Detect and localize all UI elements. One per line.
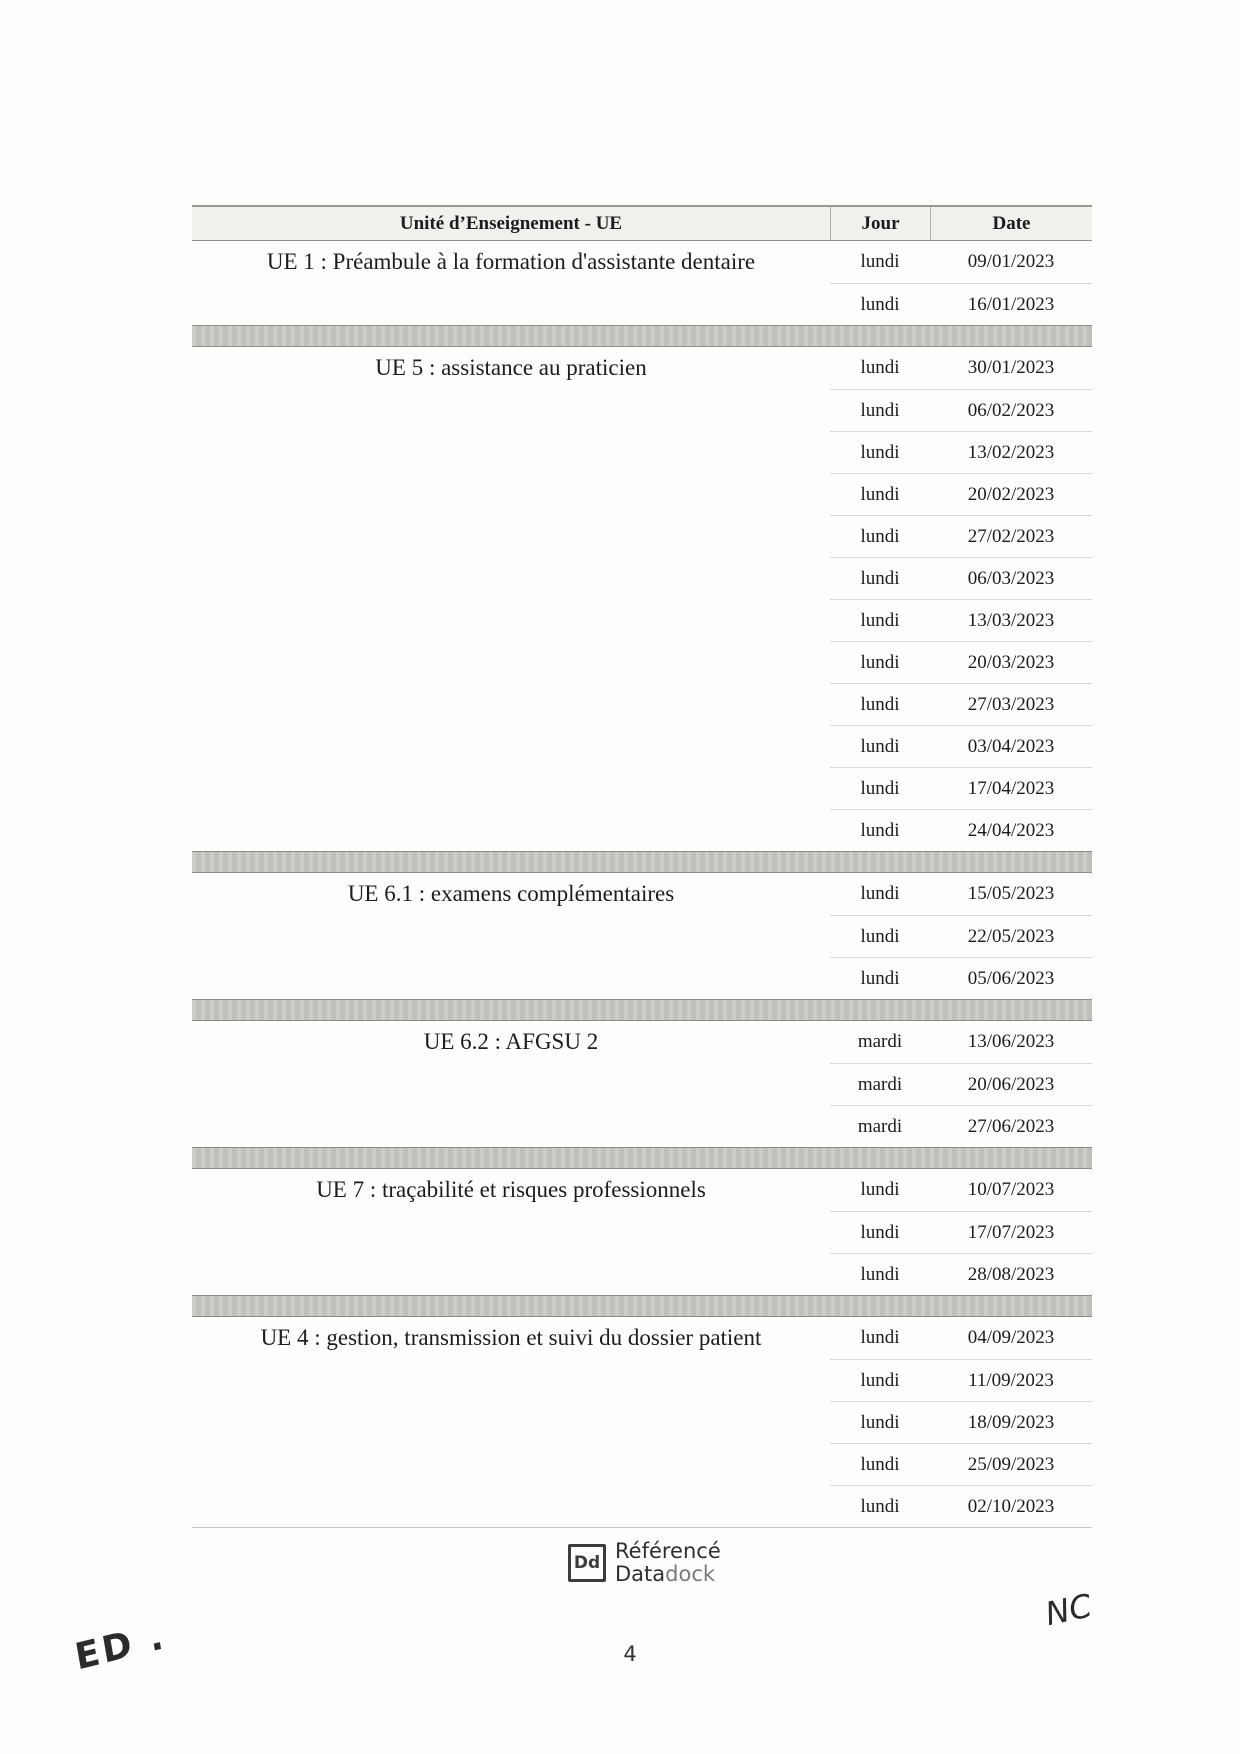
table-row	[830, 1063, 1092, 1105]
date-cell: 18/09/2023	[967, 1411, 1055, 1433]
ue-title: UE 1 : Préambule à la formation d'assistante dentaire	[266, 249, 756, 274]
section-separator	[192, 1147, 1092, 1169]
page-number: 4	[623, 1642, 637, 1666]
table-row	[830, 1401, 1092, 1443]
section-body	[192, 873, 1092, 999]
date-cell: 15/05/2023	[967, 883, 1055, 904]
table-row	[830, 1317, 1092, 1359]
section-body	[192, 1317, 1092, 1527]
date-cell: 04/09/2023	[967, 1327, 1055, 1348]
datadock-badge	[568, 1540, 721, 1586]
ue-section	[192, 325, 1092, 851]
table-row	[830, 347, 1092, 389]
schedule-table	[192, 205, 1092, 1528]
day-cell: lundi	[860, 441, 900, 463]
date-cell: 20/06/2023	[967, 1073, 1055, 1095]
section-rows	[830, 347, 1092, 851]
date-cell: 10/07/2023	[967, 1179, 1055, 1200]
day-cell: lundi	[860, 1495, 900, 1517]
ue-cell	[192, 347, 830, 851]
section-rows	[830, 1021, 1092, 1147]
day-cell: mardi	[857, 1073, 903, 1095]
day-cell: mardi	[857, 1031, 903, 1052]
section-separator	[192, 1295, 1092, 1317]
date-cell: 11/09/2023	[968, 1369, 1054, 1391]
day-cell: lundi	[860, 399, 900, 421]
day-cell: lundi	[860, 483, 900, 505]
ue-cell	[192, 1169, 830, 1295]
ue-cell	[192, 873, 830, 999]
section-rows	[830, 873, 1092, 999]
date-cell: 28/08/2023	[967, 1263, 1055, 1285]
date-cell: 24/04/2023	[967, 819, 1055, 841]
table-row	[830, 557, 1092, 599]
day-cell: lundi	[860, 651, 900, 673]
table-row	[830, 809, 1092, 851]
section-body	[192, 347, 1092, 851]
table-row	[830, 683, 1092, 725]
table-row	[830, 915, 1092, 957]
day-cell: lundi	[860, 1369, 900, 1391]
table-row	[830, 957, 1092, 999]
date-cell: 05/06/2023	[967, 967, 1055, 989]
ue-title: UE 4 : gestion, transmission et suivi du dossier patient	[260, 1325, 762, 1350]
day-cell: lundi	[860, 609, 900, 631]
section-rows	[830, 1317, 1092, 1527]
table-row	[830, 873, 1092, 915]
table-row	[830, 641, 1092, 683]
table-row	[830, 515, 1092, 557]
table-row	[830, 1021, 1092, 1063]
date-cell: 06/02/2023	[967, 399, 1055, 421]
table-row	[830, 599, 1092, 641]
table-row	[830, 1105, 1092, 1147]
section-body	[192, 1021, 1092, 1147]
ue-section	[192, 1295, 1092, 1527]
date-cell: 27/02/2023	[967, 525, 1055, 547]
date-cell: 02/10/2023	[967, 1495, 1055, 1517]
day-cell: lundi	[860, 819, 900, 841]
date-cell: 27/06/2023	[967, 1115, 1055, 1137]
date-cell: 22/05/2023	[967, 925, 1055, 947]
column-header-ue: Unité d’Enseignement - UE	[399, 212, 623, 234]
badge-line2-dark: Data	[615, 1562, 666, 1586]
date-cell: 16/01/2023	[967, 293, 1055, 315]
table-row	[830, 241, 1092, 283]
ue-section	[192, 1147, 1092, 1295]
day-cell: lundi	[860, 1453, 900, 1475]
table-row	[830, 725, 1092, 767]
section-rows	[830, 241, 1092, 325]
ue-section	[192, 851, 1092, 999]
table-row	[830, 767, 1092, 809]
section-body	[192, 1169, 1092, 1295]
day-cell: mardi	[857, 1115, 903, 1137]
badge-line2	[615, 1563, 721, 1586]
section-rows	[830, 1169, 1092, 1295]
day-cell: lundi	[860, 967, 900, 989]
day-cell: lundi	[860, 1327, 900, 1348]
date-cell: 03/04/2023	[967, 735, 1055, 757]
ue-title: UE 6.1 : examens complémentaires	[347, 881, 675, 906]
ue-title: UE 5 : assistance au praticien	[375, 355, 647, 380]
day-cell: lundi	[860, 251, 900, 272]
table-row	[830, 1359, 1092, 1401]
date-cell: 17/07/2023	[967, 1221, 1055, 1243]
day-cell: lundi	[860, 777, 900, 799]
ue-section	[192, 999, 1092, 1147]
table-row	[830, 1169, 1092, 1211]
date-cell: 13/03/2023	[967, 609, 1055, 631]
table-row	[830, 389, 1092, 431]
day-cell: lundi	[860, 525, 900, 547]
date-cell: 13/02/2023	[967, 441, 1055, 463]
table-body	[192, 241, 1092, 1528]
datadock-logo-initials: Dd	[573, 1553, 601, 1573]
section-separator	[192, 325, 1092, 347]
day-cell: lundi	[860, 693, 900, 715]
ue-section	[192, 241, 1092, 325]
date-cell: 06/03/2023	[967, 567, 1055, 589]
table-row	[830, 283, 1092, 325]
handwritten-initials-nc: NC	[1042, 1586, 1096, 1634]
date-cell: 20/02/2023	[967, 483, 1055, 505]
table-row	[830, 1253, 1092, 1295]
badge-line2-light: dock	[665, 1562, 716, 1586]
section-separator	[192, 851, 1092, 873]
day-cell: lundi	[860, 735, 900, 757]
table-row	[830, 1443, 1092, 1485]
ue-title: UE 6.2 : AFGSU 2	[423, 1029, 599, 1054]
day-cell: lundi	[860, 567, 900, 589]
date-cell: 30/01/2023	[967, 357, 1055, 378]
day-cell: lundi	[860, 293, 900, 315]
table-row	[830, 1211, 1092, 1253]
datadock-badge-text	[615, 1540, 721, 1586]
day-cell: lundi	[860, 1179, 900, 1200]
ue-cell	[192, 1021, 830, 1147]
date-cell: 09/01/2023	[967, 251, 1055, 272]
day-cell: lundi	[860, 357, 900, 378]
table-row	[830, 1485, 1092, 1527]
day-cell: lundi	[860, 1221, 900, 1243]
day-cell: lundi	[860, 883, 900, 904]
handwritten-initials-ed: ED .	[72, 1615, 170, 1679]
column-header-date: Date	[930, 207, 1092, 240]
ue-title: UE 7 : traçabilité et risques professionnels	[316, 1177, 706, 1202]
date-cell: 25/09/2023	[967, 1453, 1055, 1475]
ue-cell	[192, 241, 830, 325]
badge-line1: Référencé	[615, 1539, 721, 1563]
section-separator	[192, 999, 1092, 1021]
day-cell: lundi	[860, 1263, 900, 1285]
date-cell: 20/03/2023	[967, 651, 1055, 673]
table-header-row	[192, 205, 1092, 241]
date-cell: 13/06/2023	[967, 1031, 1055, 1052]
table-row	[830, 473, 1092, 515]
date-cell: 17/04/2023	[967, 777, 1055, 799]
ue-cell	[192, 1317, 830, 1527]
table-row	[830, 431, 1092, 473]
day-cell: lundi	[860, 1411, 900, 1433]
column-header-jour: Jour	[830, 207, 930, 240]
date-cell: 27/03/2023	[967, 693, 1055, 715]
day-cell: lundi	[860, 925, 900, 947]
datadock-logo-icon	[568, 1544, 606, 1582]
section-body	[192, 241, 1092, 325]
